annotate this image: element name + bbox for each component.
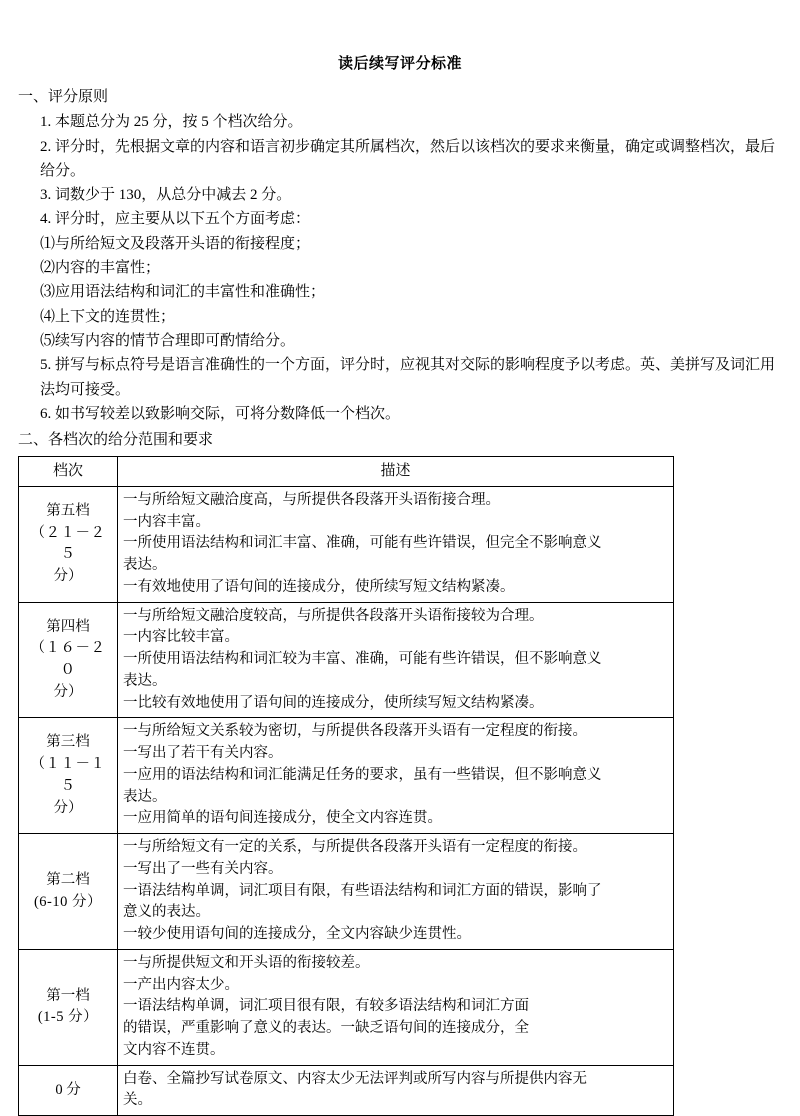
table-row (19, 602, 674, 718)
desc-line: 一内容比较丰富。 (123, 629, 239, 646)
level-name: 第五档 (46, 502, 90, 519)
level-range: (1-5 分） (37, 1009, 99, 1026)
desc-line: 一有效地使用了语句间的连接成分，使所续写短文结构紧凑。 (123, 578, 515, 595)
level-name: 第三档 (46, 734, 90, 751)
desc-line: 一与所给短文融洽度高，与所提供各段落开头语衔接合理。 (123, 491, 500, 508)
document-content (0, 85, 800, 1116)
desc-line: 一与所给短文有一定的关系，与所提供各段落开头语有一定程度的衔接。 (123, 839, 587, 856)
level-range: （２１－２５ (30, 524, 106, 563)
level-description-cell (118, 834, 674, 950)
table-header-row (19, 457, 674, 487)
level-cell (19, 602, 118, 718)
principle-item-3: 3. 词数少于 130，从总分中减去 2 分。 (40, 187, 292, 204)
principle-item-4: 4. 评分时，应主要从以下五个方面考虑： (40, 211, 311, 228)
level-name: 第四档 (46, 618, 90, 635)
level-cell (19, 718, 118, 834)
desc-line: 一所使用语法结构和词汇丰富、准确，可能有些许错误，但完全不影响意义 (123, 535, 602, 552)
desc-line: 一产出内容太少。 (123, 976, 239, 993)
desc-line: 一与所提供短文和开头语的衔接较差。 (123, 954, 370, 971)
level-cell (19, 834, 118, 950)
document-page (0, 52, 800, 1116)
table-row (19, 718, 674, 834)
level-range-suffix: 分） (53, 799, 83, 816)
level-range: （１６－２０ (30, 640, 106, 679)
desc-line: 的错误，严重影响了意义的表达。一缺乏语句间的连接成分，全 (123, 1020, 529, 1037)
desc-line: 一语法结构单调，词汇项目很有限，有较多语法结构和词汇方面 (123, 998, 529, 1015)
principle-item-5: 5. 拼写与标点符号是语言准确性的一个方面，评分时，应视其对交际的影响程度予以考虑。英、美拼写及词汇用法均可接受。 (40, 357, 776, 398)
desc-line: 一写出了一些有关内容。 (123, 860, 283, 877)
grade-criteria-table (18, 456, 674, 1116)
desc-line: 一语法结构单调，词汇项目有限，有些语法结构和词汇方面的错误，影响了 (123, 882, 602, 899)
level-cell (19, 949, 118, 1065)
level-description-cell (118, 718, 674, 834)
desc-line: 表达。 (123, 557, 167, 574)
section-heading-principles: 一、评分原则 (18, 89, 109, 105)
level-description-cell (118, 1065, 674, 1116)
desc-line: 白卷、全篇抄写试卷原文、内容太少无法评判或所写内容与所提供内容无 (123, 1070, 587, 1087)
level-cell (19, 1065, 118, 1116)
desc-line: 关。 (123, 1092, 152, 1109)
level-range: (6-10 分） (33, 893, 103, 910)
principle-item-2: 2. 评分时，先根据文章的内容和语言初步确定其所属档次，然后以该档次的要求来衡量，确定或调整档次，最后给分。 (40, 138, 776, 179)
desc-line: 一比较有效地使用了语句间的连接成分，使所续写短文结构紧凑。 (123, 694, 544, 711)
desc-line: 一写出了若干有关内容。 (123, 745, 283, 762)
desc-line: 一与所给短文融洽度较高，与所提供各段落开头语衔接较为合理。 (123, 607, 544, 624)
page-title: 读后续写评分标准 (337, 56, 462, 72)
level-description-cell (118, 949, 674, 1065)
desc-line: 一应用简单的语句间连接成分，使全文内容连贯。 (123, 810, 442, 827)
column-header-description: 描述 (118, 457, 674, 487)
desc-line: 一内容丰富。 (123, 513, 210, 530)
section-heading-levels: 二、各档次的给分范围和要求 (18, 432, 214, 449)
principle-sub-item-5: ⑸续写内容的情节合理即可酌情给分。 (40, 332, 296, 349)
level-description-cell (118, 602, 674, 718)
principle-sub-item-4: ⑷上下文的连贯性； (40, 308, 176, 325)
level-range-suffix: 分） (53, 683, 83, 700)
table-row (19, 486, 674, 602)
desc-line: 一应用的语法结构和词汇能满足任务的要求，虽有一些错误，但不影响意义 (123, 766, 602, 783)
desc-line: 表达。 (123, 788, 167, 805)
desc-line: 表达。 (123, 672, 167, 689)
table-row (19, 949, 674, 1065)
level-cell (19, 486, 118, 602)
principle-sub-item-1: ⑴与所给短文及段落开头语的衔接程度； (40, 235, 311, 252)
desc-line: 文内容不连贯。 (123, 1041, 225, 1058)
table-row (19, 1065, 674, 1116)
desc-line: 一较少使用语句间的连接成分，全文内容缺少连贯性。 (123, 926, 471, 943)
principle-sub-item-2: ⑵内容的丰富性； (40, 260, 161, 277)
level-description-cell (118, 486, 674, 602)
principle-item-1: 1. 本题总分为 25 分，按 5 个档次给分。 (40, 114, 303, 131)
level-name: 第一档 (46, 987, 90, 1004)
principle-sub-item-3: ⑶应用语法结构和词汇的丰富性和准确性； (40, 284, 326, 301)
level-name: 0 分 (55, 1081, 81, 1098)
level-name: 第二档 (46, 871, 90, 888)
level-range-suffix: 分） (53, 568, 83, 585)
principle-item-6: 6. 如书写较差以致影响交际，可将分数降低一个档次。 (40, 405, 401, 422)
desc-line: 一所使用语法结构和词汇较为丰富、准确，可能有些许错误，但不影响意义 (123, 651, 602, 668)
desc-line: 意义的表达。 (123, 904, 210, 921)
column-header-level: 档次 (19, 457, 118, 487)
table-row (19, 834, 674, 950)
desc-line: 一与所给短文关系较为密切，与所提供各段落开头语有一定程度的衔接。 (123, 723, 587, 740)
level-range: （１１－１５ (30, 756, 106, 794)
